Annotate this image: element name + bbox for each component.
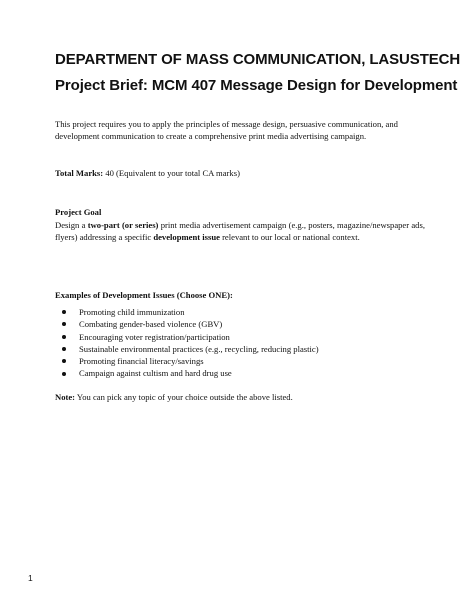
list-item (55, 367, 319, 379)
list-item (55, 331, 319, 343)
bullet-icon (62, 359, 66, 363)
note-paragraph (55, 391, 425, 403)
bullet-icon (62, 310, 66, 314)
note-label: Note: (55, 392, 76, 402)
list-item (55, 306, 319, 318)
list-item (55, 355, 319, 367)
total-marks-value: 40 (Equivalent to your total CA marks) (105, 168, 240, 178)
total-marks-label: Total Marks: (55, 168, 104, 178)
list-item-text: Sustainable environmental practices (e.g., recycling, reducing plastic) (79, 343, 319, 354)
project-goal-heading: Project Goal (55, 207, 102, 217)
goal-bold-2: development issue (153, 232, 220, 242)
list-item-text: Combating gender-based violence (GBV) (79, 319, 223, 330)
goal-text-1: Design a (55, 220, 88, 230)
bullet-icon (62, 335, 66, 339)
goal-bold-1: two-part (or series) (87, 220, 159, 230)
note-text: You can pick any topic of your choice outside the above listed. (76, 392, 293, 402)
list-item-text: Promoting financial literacy/savings (79, 356, 204, 367)
document-title: DEPARTMENT OF MASS COMMUNICATION, LASUSTECH (55, 51, 461, 68)
bullet-icon (62, 347, 66, 351)
list-item (55, 343, 319, 355)
goal-text-3: relevant to our local or national context. (219, 232, 360, 242)
project-goal-paragraph (55, 219, 425, 243)
page-number: 1 (28, 573, 33, 583)
list-item-text: Promoting child immunization (79, 307, 185, 317)
examples-list (55, 306, 319, 380)
document-subtitle: Project Brief: MCM 407 Message Design for Development (55, 77, 458, 94)
total-marks (55, 167, 425, 179)
list-item-text: Campaign against cultism and hard drug use (79, 368, 232, 379)
list-item (55, 318, 319, 330)
goal-text-2: print media advertisement campaign (e.g., posters, magazine/newspaper ads, flyers) addressing a specific (55, 220, 425, 242)
bullet-icon (62, 372, 66, 376)
intro-paragraph: This project requires you to apply the principles of message design, persuasive communication, and development communication to create a comprehensive print media advertising campaign. (55, 119, 398, 141)
examples-heading: Examples of Development Issues (Choose ONE): (55, 290, 233, 300)
list-item-text: Encouraging voter registration/participation (79, 331, 230, 342)
bullet-icon (62, 322, 66, 326)
